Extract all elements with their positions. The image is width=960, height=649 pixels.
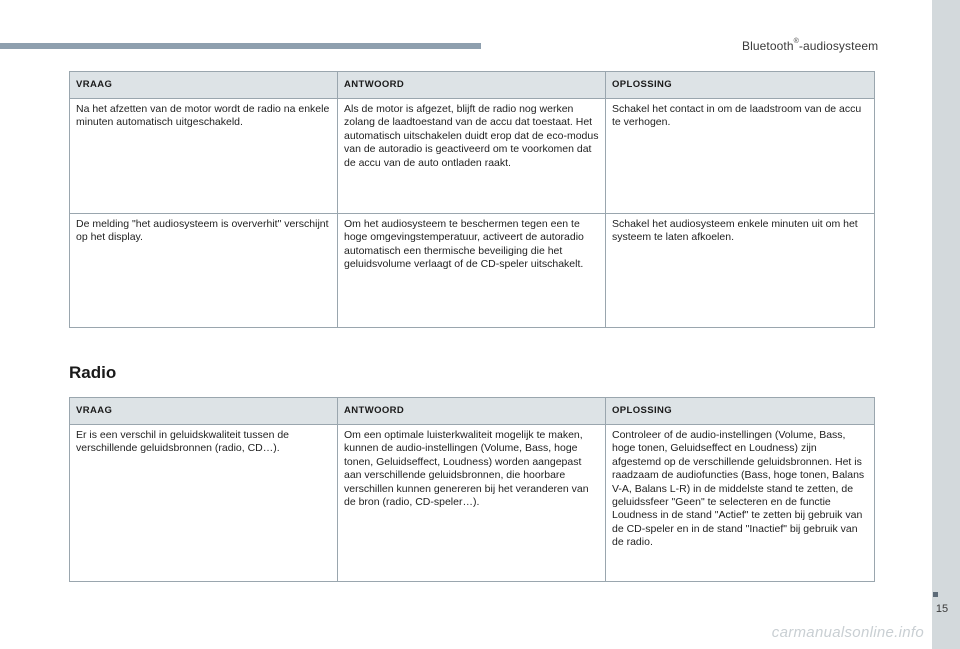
column-header-vraag: VRAAG: [70, 398, 338, 425]
table-header-row: [70, 72, 875, 99]
header-rule: [0, 43, 481, 49]
column-header-antwoord: ANTWOORD: [338, 72, 606, 99]
question-cell: De melding "het audiosysteem is oververhit" verschijnt op het display.: [70, 214, 338, 328]
side-band: [932, 0, 960, 649]
question-cell: Na het afzetten van de motor wordt de radio na enkele minuten automatisch uitgeschakeld.: [70, 99, 338, 214]
table-row: [70, 214, 875, 328]
page-marker-square: [933, 592, 938, 597]
solution-cell: Schakel het audiosysteem enkele minuten uit om het systeem te laten afkoelen.: [606, 214, 875, 328]
column-header-oplossing: OPLOSSING: [606, 398, 875, 425]
column-header-antwoord: ANTWOORD: [338, 398, 606, 425]
page-number: 15: [935, 603, 949, 615]
watermark-text: carmanualsonline.info: [771, 624, 924, 641]
header-title-suffix: -audiosysteem: [798, 39, 879, 53]
faq-table-general: [69, 71, 875, 328]
table-row: [70, 99, 875, 214]
solution-cell: Schakel het contact in om de laadstroom van de accu te verhogen.: [606, 99, 875, 214]
answer-cell: Om een optimale luisterkwaliteit mogelijk te maken, kunnen de audio-instellingen (Volume, Bass, hoge tonen, Geluidseffect, Loudness) worden aangepast aan verschillende geluidsbronnen, die hoorbare verschillen kunnen genereren bij het veranderen van de bron (radio, CD-speler…).: [338, 425, 606, 582]
question-cell: Er is een verschil in geluidskwaliteit tussen de verschillende geluidsbronnen (radio, CD…).: [70, 425, 338, 582]
column-header-vraag: VRAAG: [70, 72, 338, 99]
answer-cell: Als de motor is afgezet, blijft de radio nog werken zolang de laadtoestand van de accu dat toestaat. Het automatisch uitschakelen duidt erop dat de eco-modus van de autoradio is geactiveerd om te voorkomen dat de accu van de auto ontladen raakt.: [338, 99, 606, 214]
table-header-row: [70, 398, 875, 425]
header-title-prefix: Bluetooth: [742, 39, 794, 53]
table-row: [70, 425, 875, 582]
section-title-radio: Radio: [69, 363, 117, 382]
column-header-oplossing: OPLOSSING: [606, 72, 875, 99]
faq-table-radio: [69, 397, 875, 582]
answer-cell: Om het audiosysteem te beschermen tegen een te hoge omgevingstemperatuur, activeert de autoradio automatisch een thermische beveiliging die het geluidsvolume verlaagt of de CD-speler uitschakelt.: [338, 214, 606, 328]
registered-mark: ®: [793, 38, 799, 45]
page-header-title: [742, 39, 932, 53]
solution-cell: Controleer of de audio-instellingen (Volume, Bass, hoge tonen, Geluidseffect en Loudness) zijn afgestemd op de verschillende geluidsbronnen. Het is raadzaam de audiofuncties (Bass, hoge tonen, Balans V-A, Balans L-R) in de middelste stand te zetten, de geluidssfeer "Geen" te selecteren en de functie Loudness in de stand "Actief" te zetten bij gebruik van de CD-speler en in de stand "Inactief" bij gebruik van de radio.: [606, 425, 875, 582]
